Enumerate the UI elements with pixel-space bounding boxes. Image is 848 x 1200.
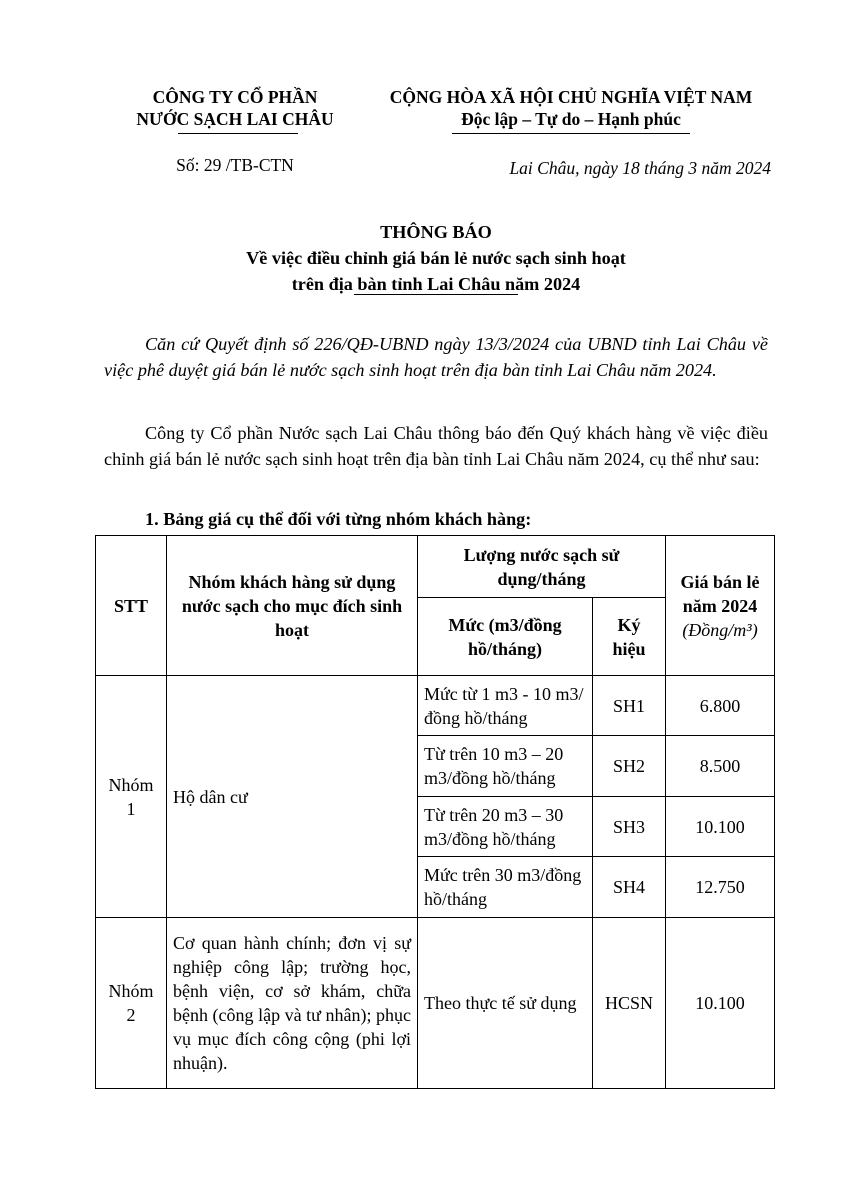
price-cell: 8.500 <box>666 736 775 797</box>
group1-stt: Nhóm 1 <box>96 676 167 918</box>
motto: Độc lập – Tự do – Hạnh phúc <box>461 109 681 129</box>
group1-name: Hộ dân cư <box>167 676 418 918</box>
group2-name: Cơ quan hành chính; đơn vị sự nghiệp công lập; trường học, bệnh viện, cơ sở khám, chữa bệnh (công lập và tư nhân); phục vụ mục đích công cộng (phi lợi nhuận). <box>167 918 418 1089</box>
announcement-paragraph: Công ty Cổ phần Nước sạch Lai Châu thông báo đến Quý khách hàng về việc điều chỉnh giá bán lẻ nước sạch sinh hoạt trên địa bàn tỉnh Lai Châu năm 2024, cụ thể như sau: <box>104 423 768 469</box>
header-price-unit: (Đồng/m³) <box>682 619 758 640</box>
national-motto <box>362 86 780 130</box>
header-usage: Lượng nước sạch sử dụng/tháng <box>418 536 666 598</box>
header-level: Mức (m3/đồng hồ/tháng) <box>418 598 593 676</box>
level-cell: Mức từ 1 m3 - 10 m3/đồng hồ/tháng <box>418 676 593 736</box>
motto-underline <box>452 133 690 134</box>
section-heading: 1. Bảng giá cụ thể đối với từng nhóm khách hàng: <box>145 509 532 529</box>
symbol-cell: SH3 <box>593 797 666 857</box>
header-stt: STT <box>96 536 167 676</box>
document-title <box>104 219 768 297</box>
price-cell: 10.100 <box>666 918 775 1089</box>
symbol-cell: SH4 <box>593 857 666 918</box>
place-date: Lai Châu, ngày 18 tháng 3 năm 2024 <box>509 158 771 178</box>
price-cell: 10.100 <box>666 797 775 857</box>
symbol-cell: HCSN <box>593 918 666 1089</box>
price-cell: 12.750 <box>666 857 775 918</box>
doc-number: Số: 29 /TB-CTN <box>176 155 294 175</box>
table-row <box>96 676 775 736</box>
table-row <box>96 918 775 1089</box>
symbol-cell: SH2 <box>593 736 666 797</box>
title-sub1: Về việc điều chỉnh giá bán lẻ nước sạch sinh hoạt <box>246 248 626 268</box>
country-name: CỘNG HÒA XÃ HỘI CHỦ NGHĨA VIỆT NAM <box>389 87 753 107</box>
level-cell: Theo thực tế sử dụng <box>418 918 593 1089</box>
level-cell: Mức trên 30 m3/đồng hồ/tháng <box>418 857 593 918</box>
header-price-label: Giá bán lẻ năm 2024 <box>680 571 760 616</box>
header-symbol: Ký hiệu <box>593 598 666 676</box>
company-name <box>104 86 366 130</box>
symbol-cell: SH1 <box>593 676 666 736</box>
header-price <box>666 536 775 676</box>
company-line1: CÔNG TY CỔ PHẦN <box>152 87 318 107</box>
level-cell: Từ trên 20 m3 – 30 m3/đồng hồ/tháng <box>418 797 593 857</box>
legal-basis-paragraph: Căn cứ Quyết định số 226/QĐ-UBND ngày 13/3/2024 của UBND tỉnh Lai Châu về việc phê duyệt giá bán lẻ nước sạch sinh hoạt trên địa bàn tỉnh Lai Châu năm 2024. <box>104 334 768 380</box>
group2-stt: Nhóm 2 <box>96 918 167 1089</box>
company-line2: NƯỚC SẠCH LAI CHÂU <box>136 109 334 129</box>
price-cell: 6.800 <box>666 676 775 736</box>
title-main: THÔNG BÁO <box>380 222 492 242</box>
header-customer-group: Nhóm khách hàng sử dụng nước sạch cho mục đích sinh hoạt <box>167 536 418 676</box>
price-table <box>95 535 775 1089</box>
title-sub2: trên địa bàn tỉnh Lai Châu năm 2024 <box>291 274 581 294</box>
level-cell: Từ trên 10 m3 – 20 m3/đồng hồ/tháng <box>418 736 593 797</box>
company-underline <box>178 133 298 134</box>
title-underline <box>354 294 518 295</box>
